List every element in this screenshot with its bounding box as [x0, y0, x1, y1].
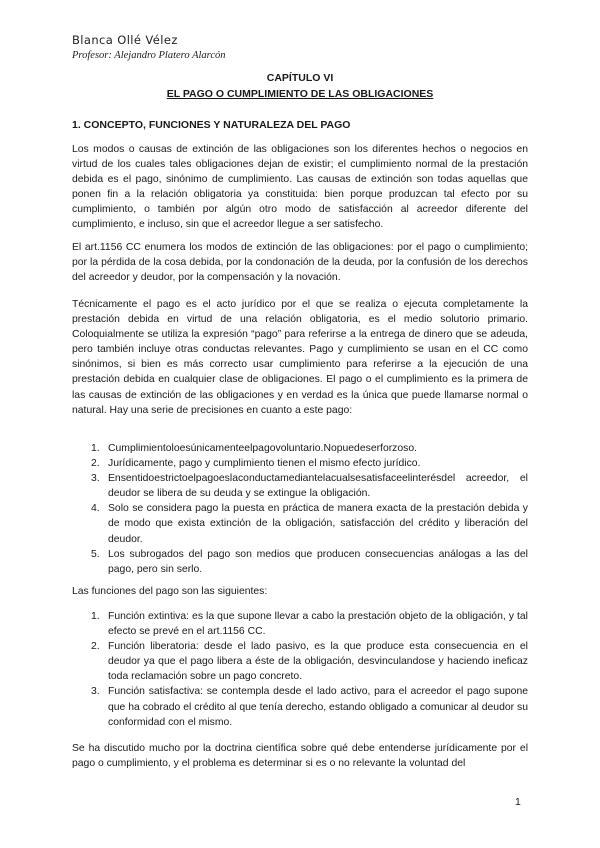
- list-item-number: 3.: [91, 473, 100, 485]
- list-item: [91, 547, 528, 577]
- section-heading: 1. CONCEPTO, FUNCIONES Y NATURALEZA DEL PAGO: [72, 119, 351, 131]
- list-item-text: Jurídicamente, pago y cumplimiento tienen el mismo efecto jurídico.: [108, 458, 421, 470]
- paragraph-3: Técnicamente el pago es el acto jurídico por el que se realiza o ejecuta completamente la prestación debida en virtud de una relación obligatoria, es el medio solutorio primario. Coloquialmente se utiliza la expresión “pago” para referirse a la entrega de dinero que se adeuda, pero también incluye otras conductas relevantes. Pago y cumplimiento se usan en el CC como sinónimos, si bien es más correcto usar cumplimiento para referirse a la ejecución de una prestación debida en cualquier clase de obligaciones. El pago o el cumplimiento es la primera de las causas de extinción de las obligaciones y en verdad es la única que puede llamarse normal o natural. Hay una serie de precisiones en cuanto a este pago:: [72, 299, 528, 416]
- chapter-title: EL PAGO O CUMPLIMIENTO DE LAS OBLIGACIONES: [166, 88, 434, 100]
- list-item-number: 4.: [91, 503, 100, 515]
- list-item: [91, 456, 528, 471]
- chapter-number: CAPÍTULO VI: [266, 72, 334, 84]
- functions-intro: Las funciones del pago son las siguientes:: [72, 586, 268, 597]
- list-item: [91, 501, 528, 546]
- list-item-number: 3.: [91, 686, 100, 698]
- page-number: 1: [515, 796, 521, 808]
- list-item: [91, 441, 528, 456]
- list-item-text: Cumplimientoloesúnicamenteelpagovoluntario.Nopuedeserforzoso.: [108, 443, 418, 454]
- functions-list: [91, 609, 528, 730]
- author-name: Blanca Ollé Vélez: [72, 33, 178, 47]
- list-item-number: 1.: [91, 611, 100, 622]
- list-item-number: 5.: [91, 548, 100, 560]
- list-item: [91, 609, 528, 639]
- list-item: [91, 684, 528, 729]
- list-item-text: Ensentidoestrictoelpagoeslaconductamediantelacualsesatisfaceelinterésdel acreedor, el deudor se libera de su deuda y se extingue la obligación.: [108, 473, 528, 500]
- list-item-number: 2.: [91, 458, 100, 470]
- professor-name: Profesor: Alejandro Platero Alarcón: [72, 50, 226, 61]
- paragraph-2: El art.1156 CC enumera los modos de extinción de las obligaciones: por el pago o cumplimiento; por la pérdida de la cosa debida, por la condonación de la deuda, por la confusión de los derechos del acreedor y deudor, por la compensación y la novación.: [72, 242, 528, 284]
- list-item-text: Función extintiva: es la que supone llevar a cabo la prestación objeto de la obligación, y tal efecto se prevé en el art.1156 CC.: [108, 611, 528, 638]
- paragraph-1: Los modos o causas de extinción de las obligaciones son los diferentes hechos o negocios en virtud de los cuales tales obligaciones dejan de existir; el cumplimiento normal de la prestación debida es el pago, sinónimo de cumplimiento. Las causas de extinción son todas aquellas que ponen fin a la relación obligatoria ya constituida: bien porque produzcan tal efecto por su cumplimiento, o también por algún otro modo de satisfacción al acreedor diferente del cumplimiento, e incluso, sin que el acreedor llegue a ser satisfecho.: [72, 144, 528, 231]
- list-item-number: 1.: [91, 443, 100, 454]
- list-item-text: Función satisfactiva: se contempla desde el lado activo, para el acreedor el pago supone que ha cobrado el crédito al que tenía derecho, estando obligado a comunicar al deudor su conformidad con el mismo.: [108, 686, 528, 728]
- list-item: [91, 471, 528, 501]
- precisions-list: [91, 441, 528, 577]
- list-item-text: Los subrogados del pago son medios que producen consecuencias análogas a las del pago, pero sin serlo.: [108, 548, 528, 575]
- closing-paragraph: Se ha discutido mucho por la doctrina científica sobre qué debe entenderse jurídicamente por el pago o cumplimiento, y el problema es determinar si es o no relevante la voluntad del: [72, 743, 528, 770]
- list-item-number: 2.: [91, 641, 100, 653]
- list-item-text: Solo se considera pago la puesta en práctica de manera exacta de la prestación debida y de modo que exista extinción de la obligación, satisfacción del crédito y liberación del deudor.: [108, 503, 528, 545]
- list-item: [91, 639, 528, 684]
- list-item-text: Función liberatoria: desde el lado pasivo, es la que produce esta consecuencia en el deudor ya que el pago libera a éste de la obligación, desvinculandose y haciendo ineficaz toda reclamación sobre un pago concreto.: [108, 641, 528, 683]
